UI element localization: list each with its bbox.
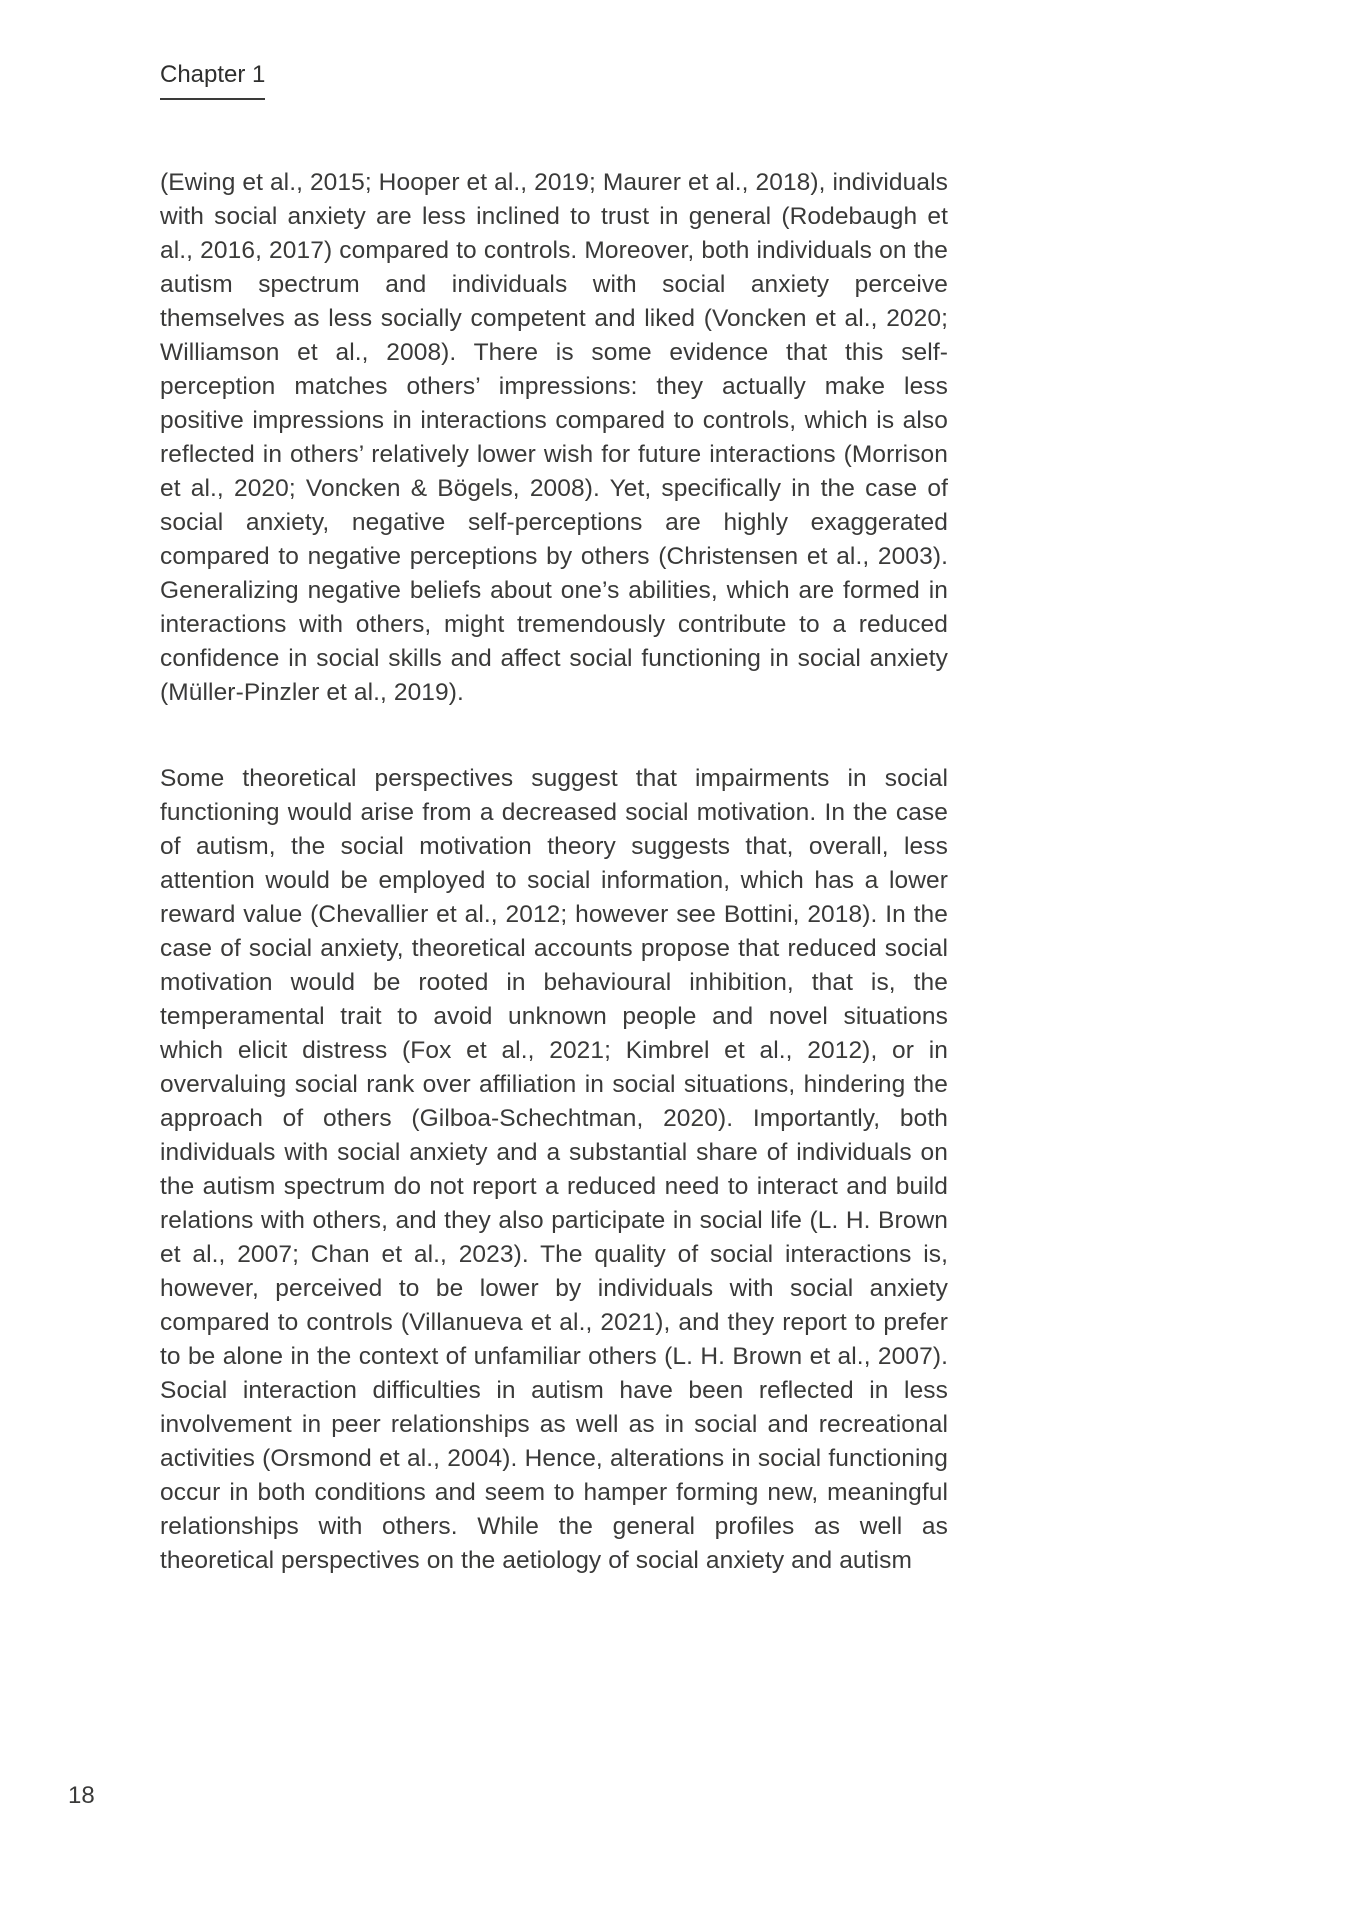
chapter-header: Chapter 1 [160,60,265,100]
page-content [160,166,948,1578]
page-number: 18 [68,1782,95,1809]
paragraph: (Ewing et al., 2015; Hooper et al., 2019; Maurer et al., 2018), individuals with social anxiety are less inclined to trust in general (Rodebaugh et al., 2016, 2017) compared to controls. Moreover, both individuals on the autism spectrum and individuals with social anxiety perceive themselves as less socially competent and liked (Voncken et al., 2020; Williamson et al., 2008). There is some evidence that this self-perception matches others’ impressions: they actually make less positive impressions in interactions compared to controls, which is also reflected in others’ relatively lower wish for future interactions (Morrison et al., 2020; Voncken & Bögels, 2008). Yet, specifically in the case of social anxiety, negative self-perceptions are highly exaggerated compared to negative perceptions by others (Christensen et al., 2003). Generalizing negative beliefs about one’s abilities, which are formed in interactions with others, might tremendously contribute to a reduced confidence in social skills and affect social functioning in social anxiety (Müller-Pinzler et al., 2019). [160,169,948,706]
paragraph: Some theoretical perspectives suggest that impairments in social functioning would arise from a decreased social motivation. In the case of autism, the social motivation theory suggests that, overall, less attention would be employed to social information, which has a lower reward value (Chevallier et al., 2012; however see Bottini, 2018). In the case of social anxiety, theoretical accounts propose that reduced social motivation would be rooted in behavioural inhibition, that is, the temperamental trait to avoid unknown people and novel situations which elicit distress (Fox et al., 2021; Kimbrel et al., 2012), or in overvaluing social rank over affiliation in social situations, hindering the approach of others (Gilboa-Schechtman, 2020). Importantly, both individuals with social anxiety and a substantial share of individuals on the autism spectrum do not report a reduced need to interact and build relations with others, and they also participate in social life (L. H. Brown et al., 2007; Chan et al., 2023). The quality of social interactions is, however, perceived to be lower by individuals with social anxiety compared to controls (Villanueva et al., 2021), and they report to prefer to be alone in the context of unfamiliar others (L. H. Brown et al., 2007). Social interaction difficulties in autism have been reflected in less involvement in peer relationships as well as in social and recreational activities (Orsmond et al., 2004). Hence, alterations in social functioning occur in both conditions and seem to hamper forming new, meaningful relationships with others. While the general profiles as well as theoretical perspectives on the aetiology of social anxiety and autism [160,765,948,1574]
